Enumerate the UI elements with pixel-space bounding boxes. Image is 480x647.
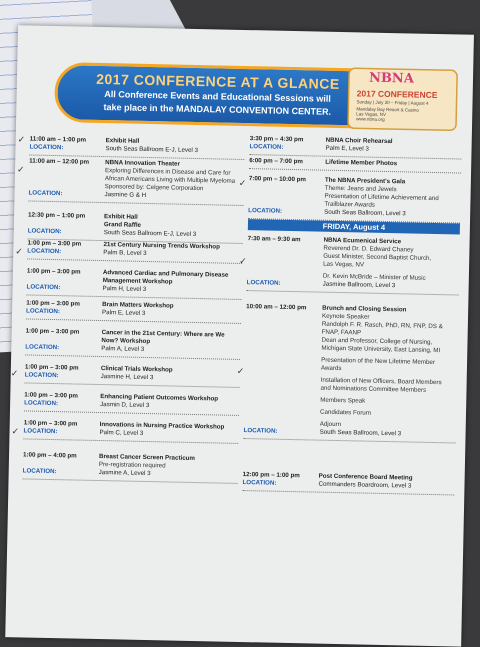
schedule-entry (29, 135, 245, 155)
entry-title: NBNA Choir Rehearsal (325, 136, 393, 146)
checkmark-icon: ✓ (239, 255, 247, 267)
entry-description: Presentation of Lifetime Achievement and (324, 192, 439, 203)
schedule-entry (25, 327, 241, 353)
entry-title: Exhibit Hall (103, 213, 138, 221)
entry-location: South Seas Ballroom E-J, Level 3 (103, 229, 197, 239)
subtitle-line-2: take place in the MANDALAY CONVENTION CENTER. (103, 102, 332, 117)
entry-description: Members Speak (320, 396, 366, 405)
logo-url: www.nbna.org (356, 116, 385, 122)
entry-description: Awards (320, 364, 342, 373)
location-label: LOCATION: (25, 307, 61, 316)
friday-header: FRIDAY, August 4 (248, 219, 460, 234)
location-label: LOCATION: (28, 189, 63, 198)
entry-description: Candidates Forum (319, 408, 371, 417)
checkmark-icon: ✓ (10, 368, 19, 379)
entry-divider (242, 490, 454, 495)
entry-description: Las Vegas, NV (323, 260, 365, 269)
entry-title: Clinical Trials Workshop (100, 365, 173, 374)
schedule-entry (24, 363, 240, 382)
entry-location: Commanders Boardroom, Level 3 (318, 480, 412, 490)
entry-location: Palm C, Level 3 (99, 429, 144, 437)
entry-description: Theme: Jeans and Jewels (324, 184, 397, 194)
entry-title: Cancer in the 21st Century: Where are We (101, 329, 225, 339)
right-column (236, 135, 462, 629)
entry-title: Post Conference Board Meeting (318, 472, 413, 482)
schedule-entry (242, 471, 455, 490)
schedule-sheet (5, 25, 474, 646)
entry-time: 12:00 pm – 1:00 pm (242, 471, 300, 480)
entry-location: South Seas Ballroom E-J, Level 3 (105, 145, 199, 155)
schedule-entry (243, 303, 458, 438)
entry-title: The NBNA President's Gala (324, 176, 406, 186)
page-title: 2017 CONFERENCE AT A GLANCE (96, 70, 340, 92)
entry-divider (26, 318, 241, 324)
entry-time: 1:00 pm – 4:00 pm (22, 451, 77, 460)
schedule-entry (248, 175, 461, 218)
entry-time: 1:00 pm – 3:00 pm (26, 267, 81, 276)
location-label: LOCATION: (246, 279, 281, 287)
entry-time: 1:00 pm – 3:00 pm (26, 299, 80, 308)
entry-title: Breast Cancer Screen Practicum (98, 453, 196, 463)
entry-description: Adjourn (319, 420, 342, 429)
friday-events (242, 235, 460, 490)
entry-description: Guest Minister, Second Baptist Church, (323, 252, 432, 262)
entry-description: FNAP, FAANP (321, 328, 362, 337)
entry-title: 21st Century Nursing Trends Workshop (103, 241, 220, 251)
title-banner (54, 62, 381, 129)
checkmark-icon: ✓ (236, 365, 245, 377)
entry-description: African Americans Living with Multiple Myeloma (104, 175, 236, 185)
entry-time: 7:30 am – 9:30 am (247, 235, 301, 244)
schedule-entry (25, 299, 241, 317)
entry-time: 10:00 am – 12:00 pm (246, 303, 307, 312)
entry-description: Installation of New Officers, Board Members (320, 376, 442, 387)
location-label: LOCATION: (249, 143, 284, 151)
location-label: LOCATION: (248, 207, 283, 215)
logo-dates: Sunday | July 30 – Friday | August 4 (356, 99, 429, 106)
entry-time: 3:30 pm – 4:30 pm (249, 135, 304, 144)
entry-divider (28, 200, 243, 206)
entry-title-line-2: Grand Raffle (103, 221, 142, 229)
location-label: LOCATION: (24, 371, 59, 380)
entry-time: 1:00 pm – 3:00 pm (27, 239, 82, 248)
location-label: LOCATION: (29, 143, 64, 152)
entry-title: Advanced Cardiac and Pulmonary Disease (102, 269, 229, 279)
entry-divider (25, 382, 240, 388)
entry-location: Jasmin D, Level 3 (100, 401, 150, 410)
entry-description: Pre-registration required (98, 461, 166, 470)
entry-location: Jasmine H, Level 3 (100, 373, 154, 382)
entry-divider (23, 478, 238, 484)
entry-title: Brain Matters Workshop (102, 301, 174, 310)
entry-description: Presentation of the New Lifetime Member (321, 356, 435, 367)
logo-year: 2017 CONFERENCE (356, 88, 438, 101)
entry-description: Exploring Differences in Disease and Care for (104, 167, 231, 177)
entry-title: Innovations in Nursing Practice Workshop (99, 421, 225, 431)
location-label: LOCATION: (27, 227, 62, 236)
entry-location: Jasmine A, Level 3 (98, 469, 151, 478)
entry-time: 7:00 pm – 10:00 pm (248, 175, 307, 184)
entry-divider (24, 410, 239, 416)
entry-location: Palm A, Level 3 (101, 345, 145, 353)
entry-time: 1:00 pm – 3:00 pm (25, 327, 80, 336)
entry-location: Jasmine G & H (104, 191, 147, 199)
entry-divider (247, 290, 459, 295)
entry-time: 1:00 pm – 3:00 pm (23, 419, 78, 428)
logo-name: NBNA (368, 70, 415, 87)
entry-title: NBNA Innovation Theater (105, 159, 180, 168)
entry-title: Brunch and Closing Session (322, 304, 407, 314)
checkmark-icon: ✓ (16, 164, 25, 175)
nbna-logo (338, 66, 461, 139)
entry-location: Jasmine Ballroom, Level 3 (322, 280, 396, 290)
entry-location: Palm B, Level 3 (103, 249, 147, 257)
location-label: LOCATION: (243, 427, 278, 435)
entry-divider (249, 168, 461, 173)
entry-time: 12:30 pm – 1:00 pm (28, 211, 86, 220)
entry-title: Enhancing Patient Outcomes Workshop (100, 393, 219, 403)
checkmark-icon: ✓ (15, 246, 23, 257)
entry-title: NBNA Ecumenical Service (323, 236, 402, 246)
logo-venue-line-2: Las Vegas, NV (356, 111, 387, 117)
schedule-entry (246, 235, 460, 290)
checkmark-icon: ✓ (238, 177, 247, 189)
entry-time: 1:00 pm – 3:00 pm (24, 363, 79, 372)
entry-divider (243, 438, 455, 443)
location-label: LOCATION: (27, 247, 62, 256)
entry-divider (26, 294, 241, 300)
entry-location: South Seas Ballroom, Level 3 (319, 428, 402, 438)
entry-time: 1:00 pm – 3:00 pm (24, 391, 79, 400)
entry-description: Trailblazer Awards (324, 200, 375, 209)
entry-location: Palm H, Level 3 (102, 285, 147, 293)
schedule-entry (24, 391, 239, 410)
location-label: LOCATION: (26, 283, 61, 292)
entry-description: Sponsored by: Celgene Corporation (104, 183, 204, 193)
checkmark-icon: ✓ (17, 134, 26, 145)
entry-description: Randolph F. R. Rasch, PhD, RN, FNP, DS & (321, 320, 443, 331)
schedule-entry (23, 419, 239, 437)
entry-location: Palm E, Level 3 (325, 144, 369, 153)
location-label: LOCATION: (24, 399, 59, 408)
entry-description: Dean and Professor, College of Nursing, (321, 336, 433, 346)
subtitle-line-1: All Conference Events and Educational Sessions will (104, 89, 331, 104)
entry-title: Exhibit Hall (105, 137, 140, 145)
schedule-entry (27, 211, 243, 239)
entry-description: Keynote Speaker (321, 312, 370, 321)
entry-description: Michigan State University, East Lansing, MI (321, 344, 441, 355)
schedule-entry (22, 451, 238, 478)
entry-location: Palm E, Level 3 (101, 309, 146, 317)
location-label: LOCATION: (22, 467, 57, 476)
entry-divider (25, 354, 240, 360)
location-label: LOCATION: (25, 343, 60, 352)
entry-title-line-2: Now? Workshop (101, 337, 151, 346)
logo-venue (356, 106, 456, 123)
schedule-entry (26, 267, 242, 293)
entry-divider (27, 258, 242, 264)
entry-title: Lifetime Member Photos (325, 158, 398, 168)
entry-divider (23, 438, 238, 444)
entry-description: Reverend Dr. D. Edward Chaney (323, 244, 414, 254)
left-column (10, 134, 244, 629)
entry-description: Dr. Kevin McBride – Minister of Music (322, 272, 426, 282)
entry-time: 11:00 am – 12:00 pm (29, 157, 90, 166)
entry-title-line-2: Management Workshop (102, 277, 173, 286)
entry-location: South Seas Ballroom, Level 3 (324, 208, 406, 218)
entry-description: and Nominations Committee Members (320, 384, 427, 394)
checkmark-icon: ✓ (11, 426, 20, 437)
entry-time: 6:00 pm – 7:00 pm (249, 157, 303, 166)
entry-time: 11:00 am – 1:00 pm (29, 135, 87, 144)
location-label: LOCATION: (23, 427, 58, 436)
logo-venue-line-1: Mandalay Bay Resort & Casino (356, 106, 419, 113)
location-label: LOCATION: (242, 479, 277, 487)
